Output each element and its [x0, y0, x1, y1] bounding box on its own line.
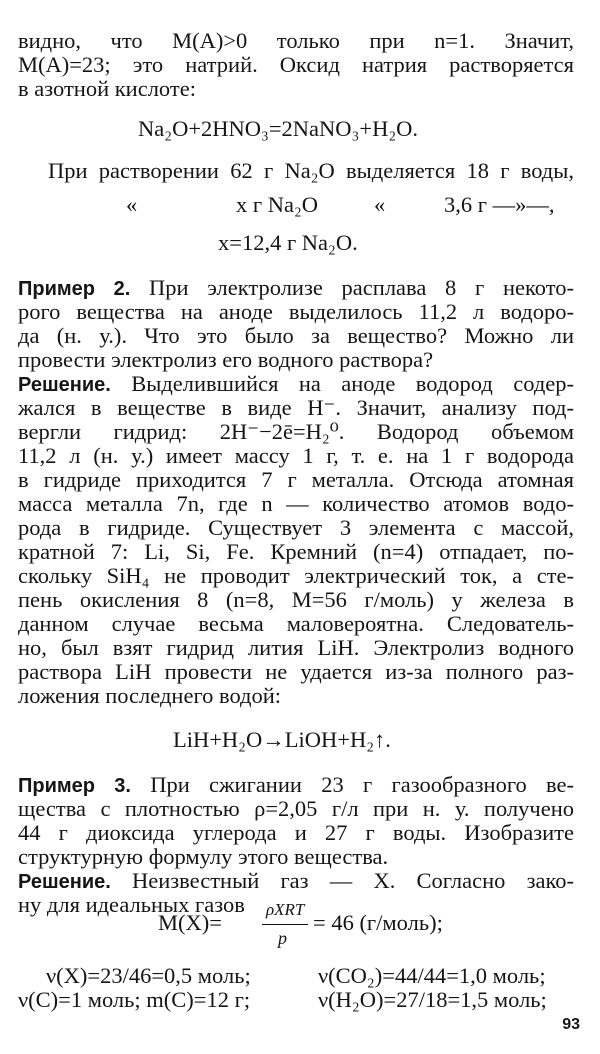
text-line: жался в веществе в виде H⁻. Значит, анализу под-	[18, 395, 574, 420]
ditto-mark: «	[374, 192, 386, 217]
solution-2-heading-line: Решение. Выделившийся на аноде водород содер-	[18, 371, 574, 396]
fraction-numerator: ρXRT	[266, 900, 305, 919]
text-line: масса металла 7n, где n — количество атомов водо-	[18, 491, 574, 516]
text-line: ложения последнего водой:	[18, 683, 282, 708]
formula-lhs: M(X)=	[158, 910, 222, 935]
text-line: в гидриде приходится 7 г металла. Отсюда атомная	[18, 467, 574, 492]
text-line: 44 г диоксида углерода и 27 г воды. Изобразите	[18, 820, 574, 845]
ideal-gas-formula	[158, 900, 600, 960]
text-line: провести электролиз его водного раствора?	[18, 347, 434, 372]
example-3-label: Пример 3.	[18, 775, 131, 797]
amount-x: ν(X)=23/46=0,5 моль;	[46, 963, 251, 988]
solution-3-heading-line: Решение. Неизвестный газ — X. Согласно зако-	[18, 868, 574, 893]
amount-carbon: ν(C)=1 моль; m(C)=12 г;	[18, 987, 251, 1012]
example-2-label: Пример 2.	[18, 278, 131, 300]
text-line: ну для идеальных газов	[18, 892, 245, 917]
text-line: данном случае весьма маловероятна. Следователь-	[18, 611, 574, 636]
text-line: раствора LiH провести не удается из-за полного раз-	[18, 659, 574, 684]
equation-result: x=12,4 г Na₂O.	[218, 230, 358, 255]
fraction-denominator: p	[278, 928, 287, 948]
solution-label: Решение.	[18, 871, 111, 893]
equation-lithium-hydride: LiH+H₂O→LiOH+H₂↑.	[173, 727, 391, 752]
text-line: вергли гидрид: 2H⁻−2ē=H₂⁰. Водород объемом	[18, 419, 574, 444]
text-line: кратной 7: Li, Si, Fe. Кремний (n=4) отпадает, по-	[18, 539, 574, 564]
text-fragment: 3,6 г —»—,	[444, 192, 555, 217]
amount-water: ν(H₂O)=27/18=1,5 моль;	[318, 987, 547, 1012]
amount-co2: ν(CO₂)=44/44=1,0 моль;	[318, 963, 546, 988]
text-line: При растворении 62 г Na₂O выделяется 18 г воды,	[48, 158, 574, 183]
text-fragment: x г Na₂O	[236, 192, 319, 217]
text-line: но, был взят гидрид лития LiH. Электролиз водного	[18, 635, 574, 660]
book-page	[18, 0, 580, 1054]
text-line: рода в гидриде. Существует 3 элемента с массой,	[18, 515, 574, 540]
text-line: структурную формулу этого вещества.	[18, 844, 389, 869]
text-line: пень окисления 8 (n=8, M=56 г/моль) у железа в	[18, 587, 574, 612]
text-line: в азотной кислоте:	[18, 76, 196, 101]
text-line: да (н. у.). Что это было за вещество? Можно ли	[18, 323, 574, 348]
text-line: щества с плотностью ρ=2,05 г/л при н. у. получено	[18, 796, 574, 821]
fraction-bar	[262, 924, 308, 925]
ditto-mark: «	[126, 192, 138, 217]
text-line: скольку SiH₄ не проводит электрический ток, а сте-	[18, 563, 574, 588]
text-line: рого вещества на аноде выделилось 11,2 л водоро-	[18, 299, 574, 324]
text-line: M(A)=23; это натрий. Оксид натрия растворяется	[18, 52, 574, 77]
text-line: 11,2 л (н. у.) имеет массу 1 г, т. е. на 1 г водорода	[18, 443, 574, 468]
text-line: видно, что M(A)>0 только при n=1. Значит,	[18, 28, 574, 53]
formula-rhs: = 46 (г/моль);	[313, 910, 443, 935]
equation-sodium-oxide: Na₂O+2HNO₃=2NaNO₃+H₂O.	[138, 116, 419, 141]
example-3-heading-line: Пример 3. При сжигании 23 г газообразного ве-	[18, 772, 574, 797]
solution-label: Решение.	[18, 374, 111, 396]
example-2-heading-line: Пример 2. При электролизе расплава 8 г некото-	[18, 275, 574, 300]
page-number: 93	[562, 1016, 580, 1033]
